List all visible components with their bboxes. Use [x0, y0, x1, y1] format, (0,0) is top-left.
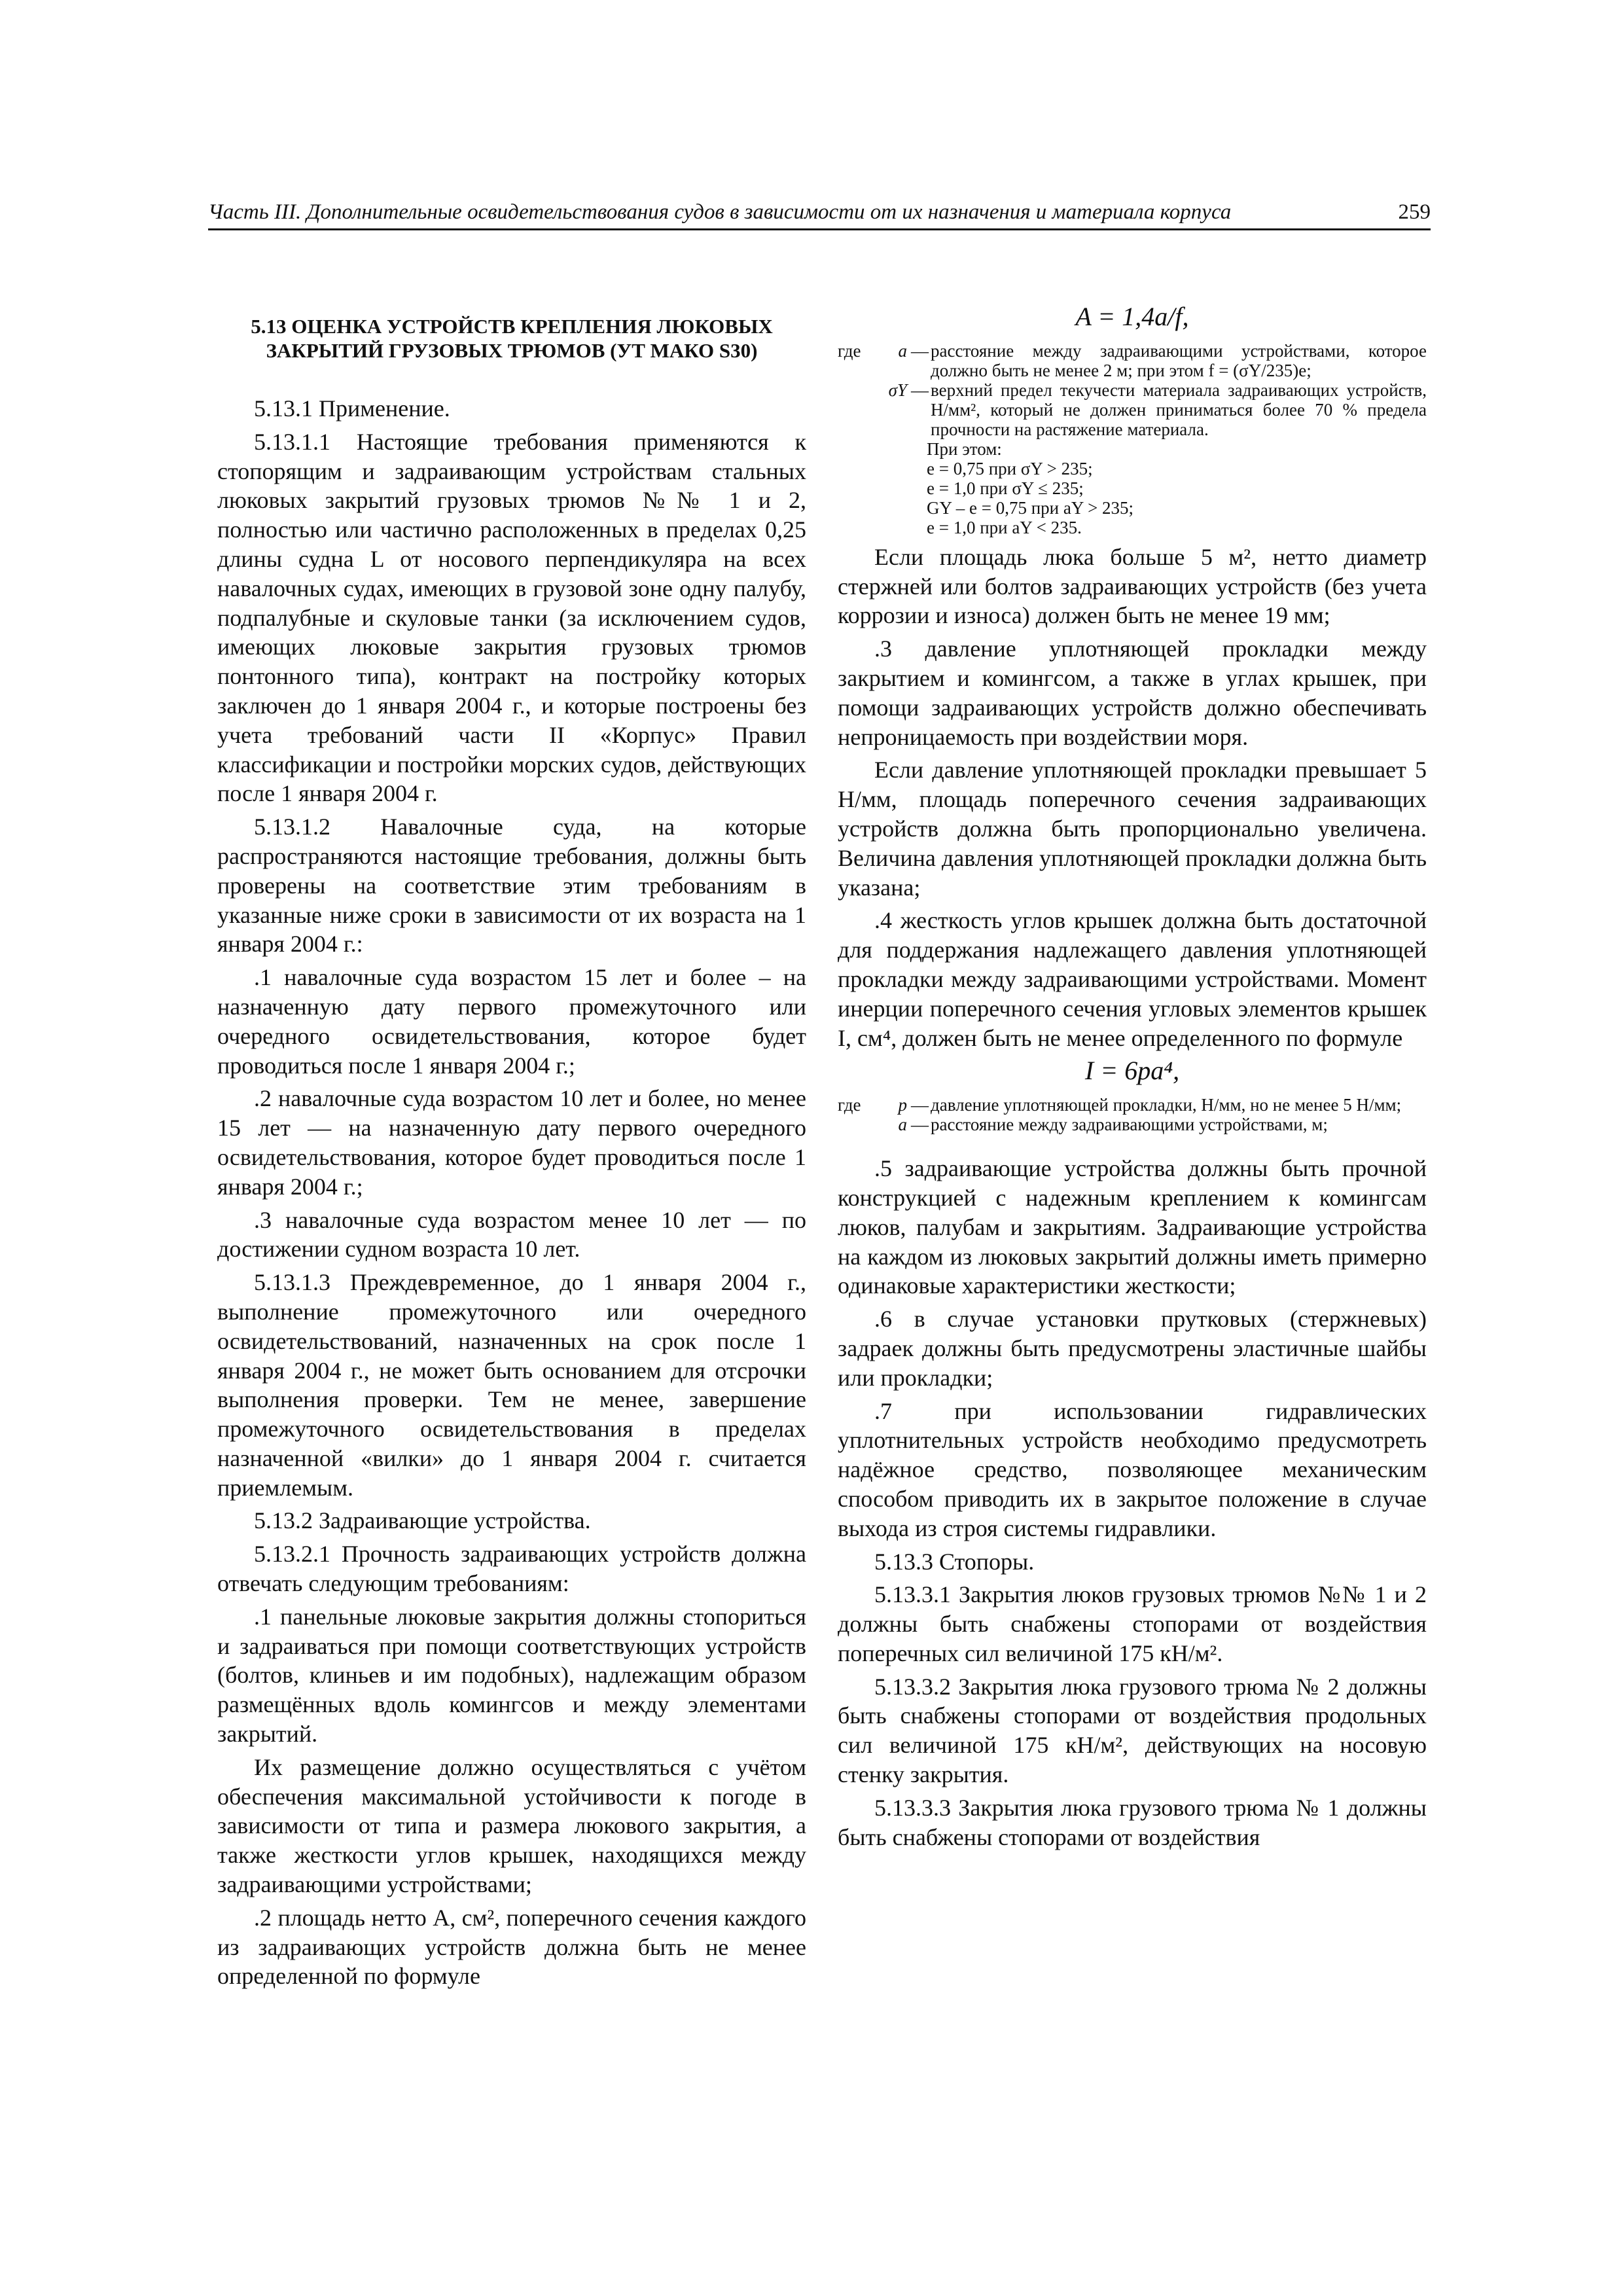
left-column: [217, 308, 806, 1995]
paragraph: 5.13.3 Стопоры.: [874, 1548, 1035, 1575]
legend-symbol: a: [898, 340, 907, 361]
paragraph: .3 навалочные суда возрастом менее 10 лет — по достижении судном возраста 10 лет.: [217, 1206, 806, 1263]
paragraph: .1 панельные люковые закрытия должны стопориться и задраиваться при помощи соответствующих устройств (болтов, клиньев и им подобных), надлежащим образом размещённых вдоль комингсов и между элементами закрытий.: [217, 1603, 806, 1748]
page-number: 259: [1398, 200, 1431, 224]
paragraph: .3 давление уплотняющей прокладки между закрытием и комингсом, а также в углах крышек, при помощи задраивающих устройств должно обеспечивать непроницаемость при воздействии моря.: [838, 636, 1427, 750]
running-header: [208, 200, 1431, 230]
paragraph: Если площадь люка больше 5 м², нетто диаметр стержней или болтов задраивающих устройств (без учета коррозии и износа) должен быть не менее 19 мм;: [838, 543, 1427, 629]
legend-text: расстояние между задраивающими устройствами, м;: [931, 1115, 1328, 1135]
paragraph: 5.13.3.2 Закрытия люка грузового трюма № 2 должны быть снабжены стопорами от воздействия продольных сил величиной 175 кН/м², действующих на носовую стенку закрытия.: [838, 1673, 1427, 1788]
legend-row-p: [838, 1095, 1427, 1115]
paragraph: .2 навалочные суда возрастом 10 лет и более, но менее 15 лет — на назначенную дату первого очередного освидетельствования, которое будет проводиться после 1 января 2004 г.;: [217, 1085, 806, 1200]
legend-dash: —: [911, 1095, 929, 1115]
legend-row-a: [838, 1115, 1427, 1134]
paragraph: 5.13.1 Применение.: [254, 395, 450, 422]
legend-row-a: [838, 341, 1427, 380]
legend-sub-line: e = 1,0 при σY ≤ 235;: [927, 478, 1084, 498]
legend-sub-line: GY – e = 0,75 при aY > 235;: [927, 497, 1134, 518]
right-column: [838, 302, 1427, 1856]
paragraph: Их размещение должно осуществляться с учётом обеспечения максимальной устойчивости к погоде в зависимости от типа и размера люкового закрытия, а также жесткости углов крышек, находящихся между задраивающими устройствами;: [217, 1753, 806, 1898]
legend-sub-line: e = 1,0 при aY < 235.: [927, 517, 1082, 537]
paragraph: 5.13.1.3 Преждевременное, до 1 января 2004 г., выполнение промежуточного или очередного освидетельствований, назначенных на срок после 1 января 2004 г., не может быть основанием для отсрочки выполнения проверки. Тем не менее, завершение промежуточного освидетельствования в пределах назначенной «вилки» до 1 января 2004 г. считается приемлемым.: [217, 1269, 806, 1501]
paragraph: .4 жесткость углов крышек должна быть достаточной для поддержания надлежащего давления уплотняющей прокладки между задраивающими устройствами. Момент инерции поперечного сечения угловых элементов крышек I, см⁴, должен быть не менее определенного по формуле: [838, 907, 1427, 1051]
paragraph: .1 навалочные суда возрастом 15 лет и более – на назначенную дату первого промежуточного или очередного освидетельствования, которое будет проводиться после 1 января 2004 г.;: [217, 964, 806, 1079]
legend-text: расстояние между задраивающими устройствами, которое должно быть не менее 2 м; при этом f = (σY/235)e;: [931, 340, 1427, 380]
legend-dash: —: [911, 340, 929, 361]
legend-text: верхний предел текучести материала задраивающих устройств, Н/мм², который не должен приниматься более 70 % предела прочности на растяжение материала.: [931, 380, 1427, 439]
paragraph: 5.13.2 Задраивающие устройства.: [254, 1507, 591, 1534]
paragraph: Если давление уплотняющей прокладки превышает 5 Н/мм, площадь поперечного сечения задраивающих устройств должна быть пропорционально увеличена. Величина давления уплотняющей прокладки должна быть указана;: [838, 757, 1427, 901]
legend-sub-line: e = 0,75 при σY > 235;: [927, 458, 1093, 478]
legend-where: где: [838, 1095, 861, 1115]
legend-dash: —: [911, 1115, 929, 1135]
formula-legend-1: [838, 341, 1427, 537]
legend-dash: —: [911, 380, 929, 400]
formula-inertia: I = 6pa⁴,: [1084, 1056, 1180, 1086]
paragraph: 5.13.3.1 Закрытия люков грузовых трюмов №№ 1 и 2 должны быть снабжены стопорами от воздействия поперечных сил величиной 175 кН/м².: [838, 1581, 1427, 1666]
legend-symbol: σY: [888, 380, 907, 400]
paragraph: 5.13.2.1 Прочность задраивающих устройств должна отвечать следующим требованиям:: [217, 1541, 806, 1597]
paragraph: 5.13.1.2 Навалочные суда, на которые распространяются настоящие требования, должны быть проверены на соответствие этим требованиям в указанные ниже сроки в зависимости от их возраста на 1 января 2004 г.:: [217, 814, 806, 958]
legend-row-sigma: [838, 380, 1427, 439]
paragraph: .6 в случае установки прутковых (стержневых) задраек должны быть предусмотрены эластичные шайбы или прокладки;: [838, 1306, 1427, 1391]
legend-sub-line: При этом:: [927, 439, 1002, 459]
legend-symbol: p: [898, 1095, 907, 1115]
section-heading: [237, 314, 787, 363]
paragraph: .7 при использовании гидравлических уплотнительных устройств необходимо предусмотреть надёжное средство, позволяющее механическим способом приводить их в закрытое положение в случае выхода из строя системы гидравлики.: [838, 1397, 1427, 1541]
legend-where: где: [838, 340, 861, 361]
running-header-title: Часть III. Дополнительные освидетельствования судов в зависимости от их назначения и материала корпуса: [208, 200, 1232, 224]
paragraph: 5.13.3.3 Закрытия люка грузового трюма № 1 должны быть снабжены стопорами от воздействия: [838, 1794, 1427, 1850]
paragraph: 5.13.1.1 Настоящие требования применяются к стопорящим и задраивающим устройствам стальных люковых закрытий грузовых трюмов №№ 1 и 2, полностью или частично расположенных в пределах 0,25 длины судна L от носового перпендикуляра на всех навалочных судах, имеющих в грузовой зоне одну палубу, подпалубные и скуловые танки (за исключением судов, имеющих люковые закрытия грузовых трюмов понтонного типа), контракт на постройку которых заключен до 1 января 2004 г., и которые построены без учета требований части II «Корпус» Правил классификации и постройки морских судов, действующих после 1 января 2004 г.: [217, 428, 806, 807]
paragraph: .2 площадь нетто A, см², поперечного сечения каждого из задраивающих устройств должна быть не менее определенной по формуле: [217, 1904, 806, 1990]
formula-legend-2: [838, 1095, 1427, 1134]
section-heading-line-1: 5.13 ОЦЕНКА УСТРОЙСТВ КРЕПЛЕНИЯ ЛЮКОВЫХ: [251, 315, 773, 338]
paragraph: .5 задраивающие устройства должны быть прочной конструкцией с надежным креплением к комингсам люков, палубам и закрытиям. Задраивающие устройства на каждом из люковых закрытий должны иметь примерно одинаковые характеристики жесткости;: [838, 1155, 1427, 1299]
legend-symbol: a: [898, 1115, 907, 1135]
legend-text: давление уплотняющей прокладки, Н/мм, но не менее 5 Н/мм;: [931, 1095, 1402, 1115]
formula-area: A = 1,4a/f,: [1075, 302, 1189, 331]
section-heading-line-2: ЗАКРЫТИЙ ГРУЗОВЫХ ТРЮМОВ (УТ МАКО S30): [266, 339, 758, 362]
